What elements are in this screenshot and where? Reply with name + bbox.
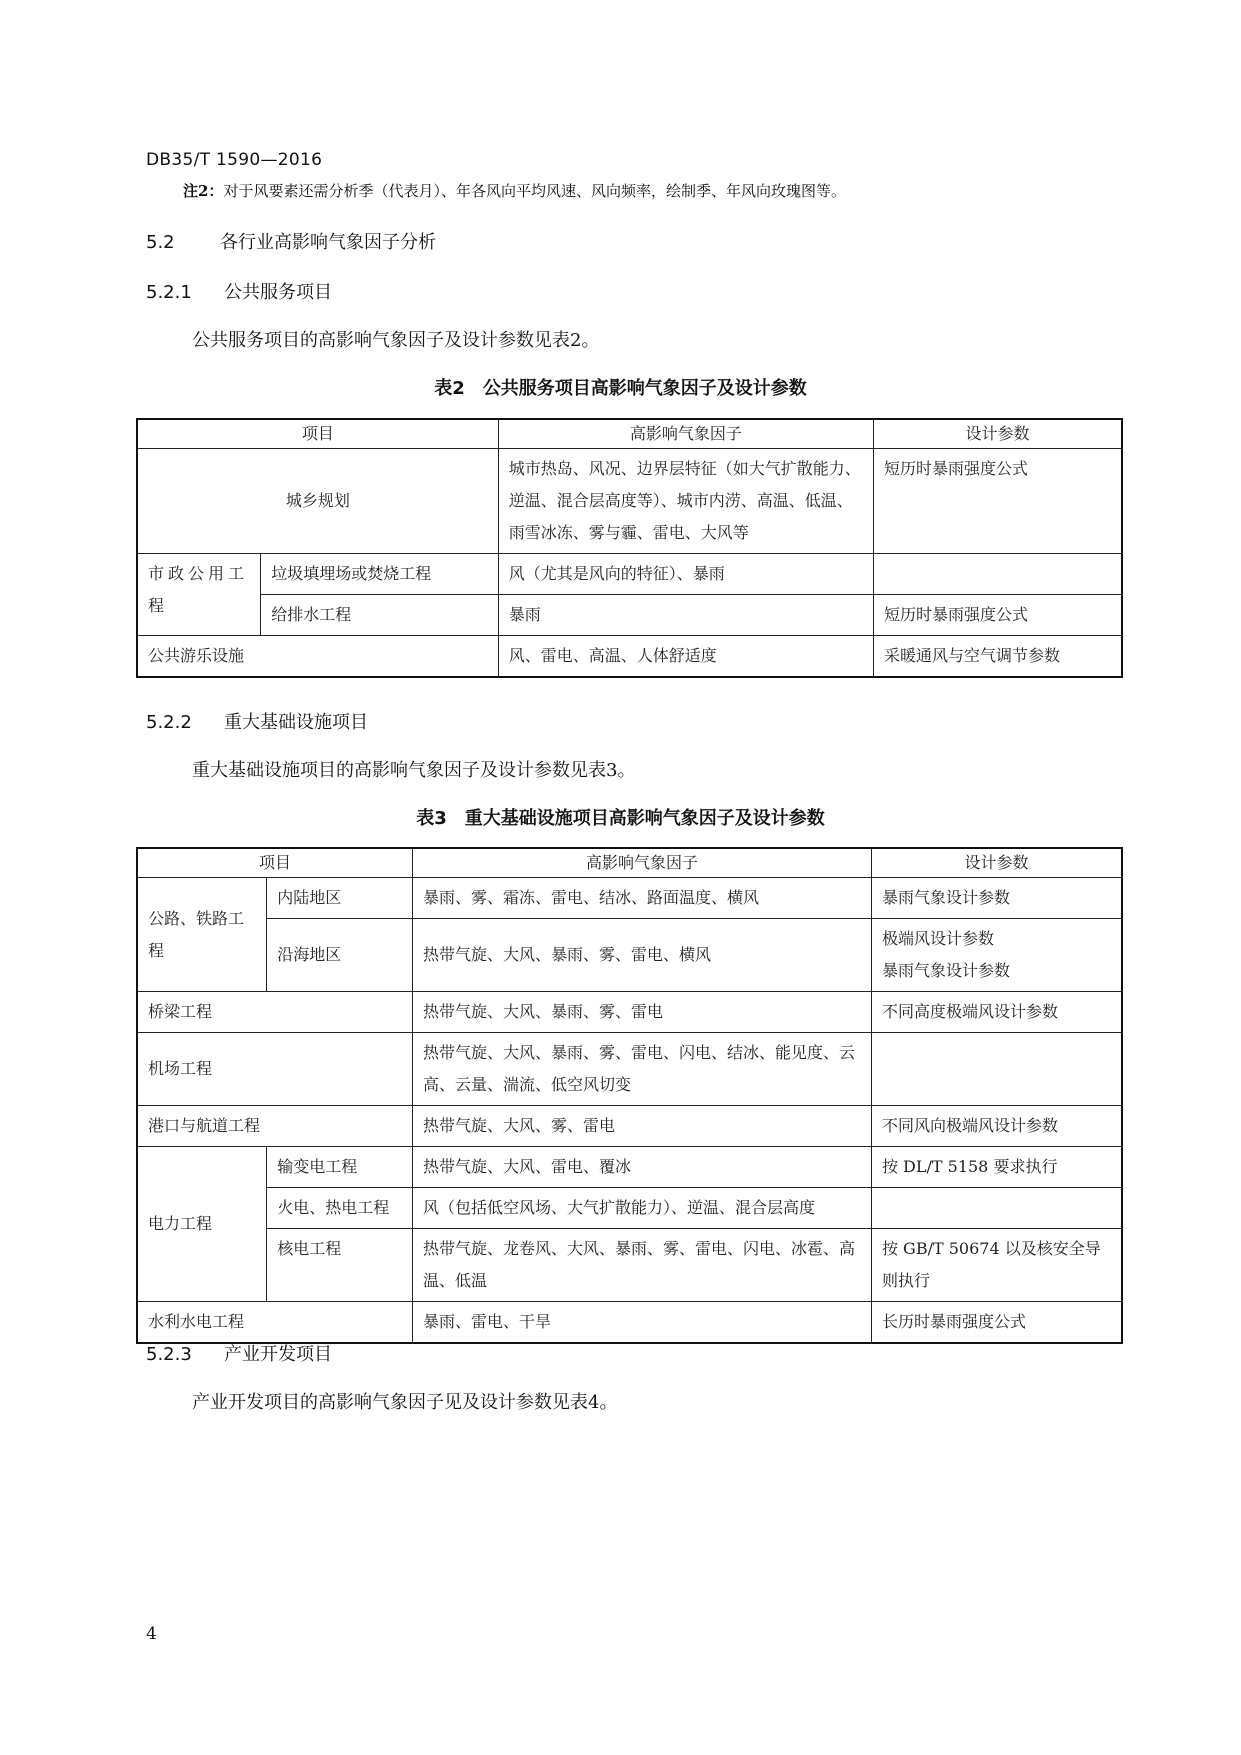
cell-param: 按 GB/T 50674 以及核安全导则执行 — [871, 1229, 1122, 1302]
cell-group: 市政公用工程 — [137, 554, 261, 636]
cell-item: 输变电工程 — [267, 1147, 413, 1188]
cell-param: 不同高度极端风设计参数 — [871, 992, 1122, 1033]
table2 — [136, 418, 1123, 678]
cell-param — [871, 919, 1122, 992]
table-row — [137, 1302, 1122, 1344]
cell-factors: 风（尤其是风向的特征）、暴雨 — [498, 554, 873, 595]
section-title: 产业开发项目 — [224, 1344, 332, 1365]
section-5-2-2-heading — [146, 708, 368, 734]
section-5-2-1-paragraph: 公共服务项目的高影响气象因子及设计参数见表2。 — [192, 330, 600, 351]
cell-factors: 风、雷电、高温、人体舒适度 — [498, 636, 873, 678]
section-5-2-heading — [146, 228, 436, 254]
table-row — [137, 595, 1122, 636]
note-text: 对于风要素还需分析季（代表月）、年各风向平均风速、风向频率，绘制季、年风向玫瑰图等。 — [223, 182, 846, 200]
header-item: 项目 — [137, 848, 413, 878]
header-factors: 高影响气象因子 — [413, 848, 872, 878]
cell-factors: 暴雨 — [498, 595, 873, 636]
cell-factors: 热带气旋、大风、暴雨、雾、雷电 — [413, 992, 872, 1033]
section-number: 5.2.2 — [146, 712, 192, 733]
cell-factors: 热带气旋、大风、雾、雷电 — [413, 1106, 872, 1147]
table-header-row — [137, 848, 1122, 878]
table-header-row — [137, 419, 1122, 449]
cell-item: 机场工程 — [137, 1033, 413, 1106]
note-label: 注2： — [183, 182, 224, 200]
cell-item: 火电、热电工程 — [267, 1188, 413, 1229]
cell-param — [874, 554, 1123, 595]
section-5-2-3-paragraph: 产业开发项目的高影响气象因子见及设计参数见表4。 — [192, 1392, 618, 1413]
table-row — [137, 1147, 1122, 1188]
table3 — [136, 847, 1123, 1344]
section-number: 5.2 — [146, 232, 175, 253]
cell-item: 垃圾填埋场或焚烧工程 — [261, 554, 499, 595]
table-row — [137, 1033, 1122, 1106]
cell-item: 核电工程 — [267, 1229, 413, 1302]
table-row — [137, 554, 1122, 595]
section-number: 5.2.3 — [146, 1344, 192, 1365]
cell-factors: 热带气旋、大风、暴雨、雾、雷电、横风 — [413, 919, 872, 992]
cell-param — [871, 1188, 1122, 1229]
table2-caption: 表2 公共服务项目高影响气象因子及设计参数 — [434, 378, 807, 399]
cell-group: 公路、铁路工程 — [137, 878, 267, 992]
cell-param — [871, 1033, 1122, 1106]
cell-item: 沿海地区 — [267, 919, 413, 992]
cell-factors: 风（包括低空风场、大气扩散能力）、逆温、混合层高度 — [413, 1188, 872, 1229]
header-param: 设计参数 — [871, 848, 1122, 878]
cell-factors: 热带气旋、龙卷风、大风、暴雨、雾、雷电、闪电、冰雹、高温、低温 — [413, 1229, 872, 1302]
section-number: 5.2.1 — [146, 282, 192, 303]
cell-item: 内陆地区 — [267, 878, 413, 919]
cell-item: 给排水工程 — [261, 595, 499, 636]
cell-group: 电力工程 — [137, 1147, 267, 1302]
cell-item: 桥梁工程 — [137, 992, 413, 1033]
section-title: 各行业高影响气象因子分析 — [220, 232, 436, 253]
cell-item: 水利水电工程 — [137, 1302, 413, 1344]
cell-item: 城乡规划 — [137, 449, 498, 554]
header-param: 设计参数 — [874, 419, 1123, 449]
section-title: 重大基础设施项目 — [224, 712, 368, 733]
header-factors: 高影响气象因子 — [498, 419, 873, 449]
table-row — [137, 919, 1122, 992]
cell-param: 按 DL/T 5158 要求执行 — [871, 1147, 1122, 1188]
table-row — [137, 1188, 1122, 1229]
cell-factors: 热带气旋、大风、暴雨、雾、雷电、闪电、结冰、能见度、云高、云量、湍流、低空风切变 — [413, 1033, 872, 1106]
header-item: 项目 — [137, 419, 498, 449]
cell-factors: 城市热岛、风况、边界层特征（如大气扩散能力、逆温、混合层高度等）、城市内涝、高温、低温、雨雪冰冻、雾与霾、雷电、大风等 — [498, 449, 873, 554]
table-row — [137, 449, 1122, 554]
cell-param: 暴雨气象设计参数 — [871, 878, 1122, 919]
table-row — [137, 878, 1122, 919]
table-row — [137, 992, 1122, 1033]
table-row — [137, 636, 1122, 678]
cell-param: 短历时暴雨强度公式 — [874, 449, 1123, 554]
cell-item: 公共游乐设施 — [137, 636, 498, 678]
section-5-2-1-heading — [146, 278, 332, 304]
cell-param: 长历时暴雨强度公式 — [871, 1302, 1122, 1344]
section-title: 公共服务项目 — [224, 282, 332, 303]
table-row — [137, 1229, 1122, 1302]
document-code: DB35/T 1590—2016 — [146, 150, 323, 170]
cell-factors: 热带气旋、大风、雷电、覆冰 — [413, 1147, 872, 1188]
cell-param: 短历时暴雨强度公式 — [874, 595, 1123, 636]
cell-factors: 暴雨、雷电、干旱 — [413, 1302, 872, 1344]
table-row — [137, 1106, 1122, 1147]
cell-item: 港口与航道工程 — [137, 1106, 413, 1147]
section-5-2-2-paragraph: 重大基础设施项目的高影响气象因子及设计参数见表3。 — [192, 760, 636, 781]
table3-caption: 表3 重大基础设施项目高影响气象因子及设计参数 — [416, 808, 825, 829]
note-2 — [183, 180, 846, 201]
section-5-2-3-heading — [146, 1340, 332, 1366]
param-line: 极端风设计参数 — [881, 929, 994, 948]
cell-param: 不同风向极端风设计参数 — [871, 1106, 1122, 1147]
page-number: 4 — [146, 1624, 157, 1644]
cell-factors: 暴雨、雾、霜冻、雷电、结冰、路面温度、横风 — [413, 878, 872, 919]
param-line: 暴雨气象设计参数 — [881, 961, 1010, 980]
cell-param: 采暖通风与空气调节参数 — [874, 636, 1123, 678]
